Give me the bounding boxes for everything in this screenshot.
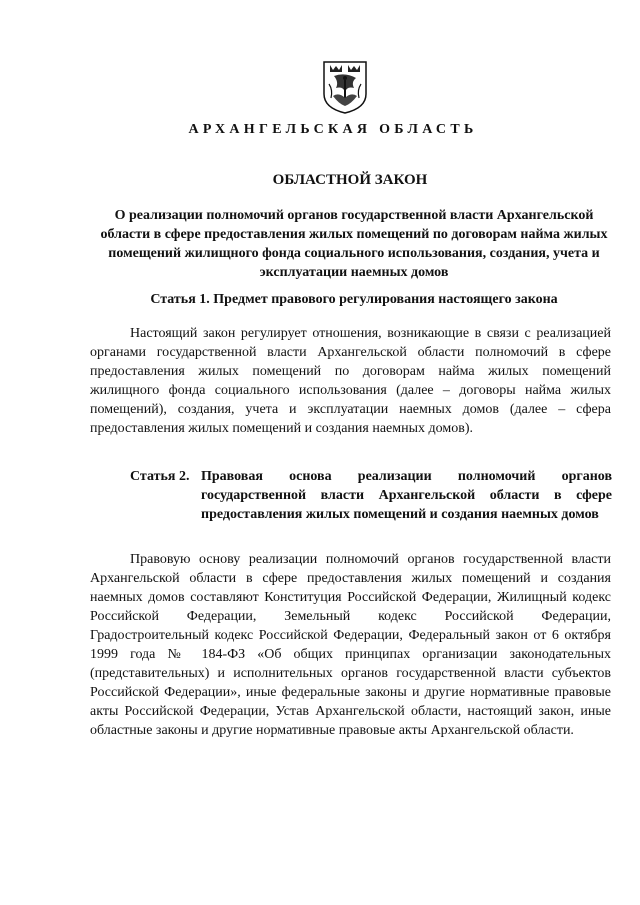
region-name: АРХАНГЕЛЬСКАЯ ОБЛАСТЬ [188,122,478,137]
article-1-heading: Статья 1. Предмет правового регулирования настоящего закона [150,292,558,307]
article-1-text: Настоящий закон регулирует отношения, возникающие в связи с реализацией органами государственной власти Архангельской области полномочий в сфере предоставления жилых помещений по договорам найма жилых помещений жилищного фонда социального использования (далее – договоры найма жилых помещений), создания, учета и эксплуатации наемных домов (далее – сфера предоставления жилых помещений и создания наемных домов). [90,326,611,436]
article-2-title: Правовая основа реализации полномочий органов государственной власти Архангельской области в сфере предоставления жилых помещений и создания наемных домов [201,469,612,522]
article-2-text: Правовую основу реализации полномочий органов государственной власти Архангельской области в сфере предоставления жилых помещений и создания наемных домов составляют Конституция Российской Федерации, Жилищный кодекс Российской Федерации, Земельный кодекс Российской Федерации, Градостроительный кодекс Российской Федерации, Федеральный закон от 6 октября 1999 года № 184-ФЗ «Об общих принципах организации законодательных (представительных) и исполнительных органов государственной власти субъектов Российской Федерации», иные федеральные законы и другие нормативные правовые акты Российской Федерации, Устав Архангельской области, настоящий закон, иные областные законы и другие нормативные правовые акты Архангельской области. [90,552,611,738]
law-type: ОБЛАСТНОЙ ЗАКОН [272,172,428,188]
law-title: О реализации полномочий органов государственной власти Архангельской области в сфере предоставления жилых помещений по договорам найма жилых помещений жилищного фонда социального использования, создания, учета и эксплуатации наемных домов [100,208,608,280]
coat-of-arms-icon [321,60,369,115]
article-2-number: Статья 2. [130,469,190,484]
